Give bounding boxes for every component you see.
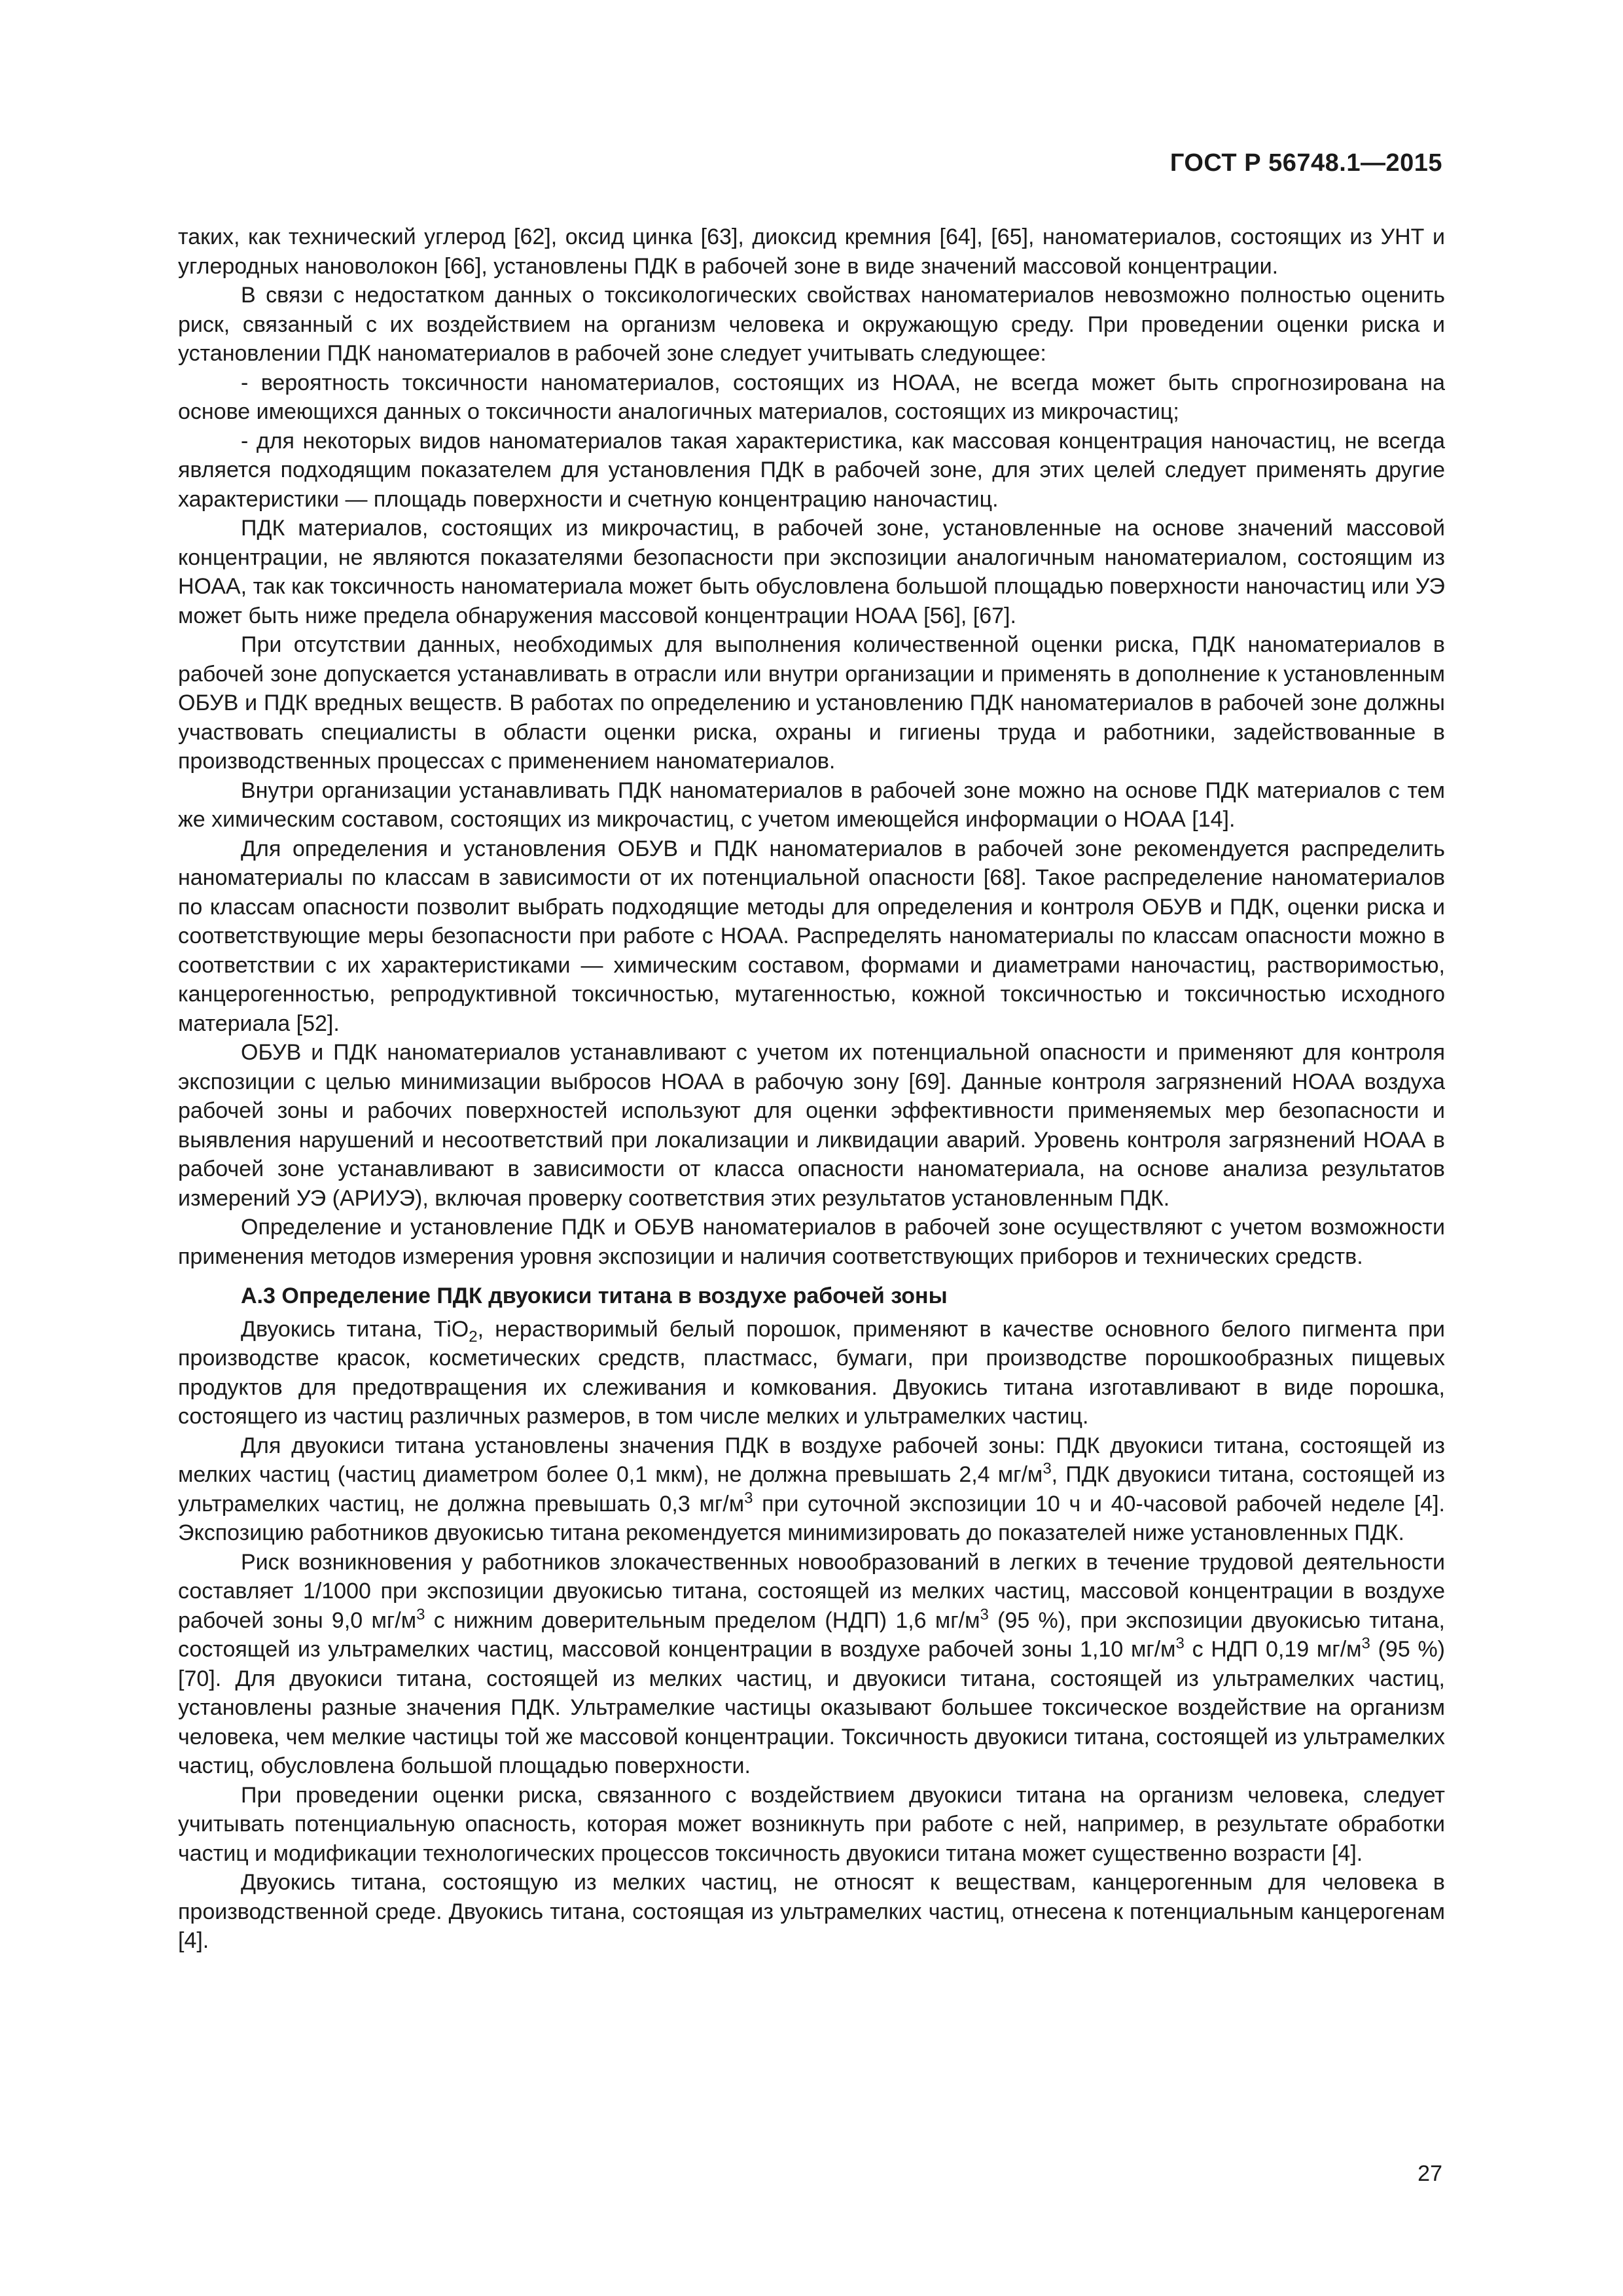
superscript: 3 bbox=[980, 1605, 989, 1624]
document-id-header: ГОСТ Р 56748.1—2015 bbox=[1169, 149, 1442, 177]
text-run: с нижним доверительным пределом (НДП) 1,6 мг/м bbox=[425, 1607, 980, 1633]
list-item-mass-concentration: - для некоторых видов наноматериалов такая характеристика, как массовая концентрация наночастиц, не всегда является подходящим показателем для установления ПДК в рабочей зоне, для этих целей следует применять другие характеристики — площадь поверхности и счетную концентрацию наночастиц. bbox=[178, 428, 1445, 512]
text-run: при суточной экспозиции 10 ч и 40-часовой рабочей неделе [4]. Экспозицию работников двуокисью титана рекомендуется минимизировать до показателей ниже установленных ПДК. bbox=[178, 1491, 1445, 1545]
list-item-probability: - вероятность токсичности наноматериалов, состоящих из НОАА, не всегда может быть спрогнозирована на основе имеющихся данных о токсичности аналогичных материалов, состоящих из микрочастиц; bbox=[178, 370, 1445, 424]
paragraph-9: ОБУВ и ПДК наноматериалов устанавливают с учетом их потенциальной опасности и применяют для контроля экспозиции с целью минимизации выбросов НОАА в рабочую зону [69]. Данные контроля загрязнений НОАА воздуха рабочей зоны и рабочих поверхностей используют для оценки эффективности применяемых мер безопасности и выявления нарушений и несоответствий при локализации и ликвидации аварий. Уровень контроля загрязнений НОАА в рабочей зоне устанавливают в зависимости от класса опасности наноматериала, на основе анализа результатов измерений УЭ (АРИУЭ), включая проверку соответствия этих результатов установленным ПДК. bbox=[178, 1040, 1445, 1211]
superscript: 3 bbox=[1175, 1634, 1185, 1653]
superscript: 3 bbox=[416, 1605, 425, 1624]
text-run: (95 %) [70]. Для двуокиси титана, состоящей из мелких частиц, и двуокиси титана, состоящей из ультрамелких частиц, установлены разные значения ПДК. Ультрамелкие частицы оказывают большее токсическое воздействие на организм человека, чем мелкие частицы той же массовой концентрации. Токсичность двуокиси титана, состоящей из ультрамелких частиц, обусловлена большой площадью поверхности. bbox=[178, 1637, 1445, 1778]
paragraph-5: ПДК материалов, состоящих из микрочастиц, в рабочей зоне, установленные на основе значений массовой концентрации, не являются показателями безопасности при экспозиции аналогичным наноматериалом, состоящим из НОАА, так как токсичность наноматериала может быть обусловлена большой площадью поверхности наночастиц или УЭ может быть ниже предела обнаружения массовой концентрации НОАА [56], [67]. bbox=[178, 516, 1445, 628]
section-paragraph-5: Двуокись титана, состоящую из мелких частиц, не относят к веществам, канцерогенным для человека в производственной среде. Двуокись титана, состоящая из ультрамелких частиц, отнесена к потенциальным канцерогенам [4]. bbox=[178, 1870, 1445, 1953]
subscript: 2 bbox=[469, 1327, 478, 1346]
paragraph-10: Определение и установление ПДК и ОБУВ наноматериалов в рабочей зоне осуществляют с учетом возможности применения методов измерения уровня экспозиции и наличия соответствующих приборов и технических средств. bbox=[178, 1215, 1445, 1269]
text-run: , ПДК двуокиси титана, состоящей из ультрамелких частиц, не должна превышать 0,3 мг/м bbox=[178, 1462, 1445, 1516]
text-run: Риск возникновения у работников злокачественных новообразований в легких в течение трудовой деятельности составляет 1/1000 при экспозиции двуокисью титана, состоящей из мелких частиц, массовой концентрации в воздухе рабочей зоны 9,0 мг/м bbox=[178, 1549, 1445, 1633]
section-title bbox=[178, 1282, 1445, 1311]
paragraph-8: Для определения и установления ОБУВ и ПДК наноматериалов в рабочей зоне рекомендуется распределить наноматериалы по классам в зависимости от их потенциальной опасности [68]. Такое распределение наноматериалов по классам опасности позволит выбрать подходящие методы для определения и контроля ОБУВ и ПДК, оценки риска и соответствующие меры безопасности при работе с НОАА. Распределять наноматериалы по классам опасности можно в соответствии с их характеристиками — химическим составом, формами и диаметрами наночастиц, растворимостью, канцерогенностью, репродуктивной токсичностью, мутагенностью, кожной токсичностью и токсичностью исходного материала [52]. bbox=[178, 836, 1445, 1036]
page-number: 27 bbox=[1418, 2161, 1442, 2186]
paragraph-7: Внутри организации устанавливать ПДК наноматериалов в рабочей зоне можно на основе ПДК материалов с тем же химическим составом, состоящих из микрочастиц, с учетом имеющейся информации о НОАА [14]. bbox=[178, 778, 1445, 832]
section-paragraph-4: При проведении оценки риска, связанного с воздействием двуокиси титана на организм человека, следует учитывать потенциальную опасность, которая может возникнуть при работе с ней, например, в результате обработки частиц и модификации технологических процессов токсичность двуокиси титана может существенно возрасти [4]. bbox=[178, 1782, 1445, 1866]
paragraph-6: При отсутствии данных, необходимых для выполнения количественной оценки риска, ПДК наноматериалов в рабочей зоне допускается устанавливать в отрасли или внутри организации и применять в дополнение к установленным ОБУВ и ПДК вредных веществ. В работах по определению и установлению ПДК наноматериалов в рабочей зоне должны участвовать специалисты в области оценки риска, охраны и гигиены труда и работники, задействованные в производственных процессах с применением наноматериалов. bbox=[178, 632, 1445, 774]
superscript: 3 bbox=[744, 1489, 753, 1507]
section-title-text: А.3 Определение ПДК двуокиси титана в воздухе рабочей зоны bbox=[241, 1283, 948, 1308]
text-run: Для двуокиси титана установлены значения ПДК в воздухе рабочей зоны: ПДК двуокиси титана, состоящей из мелких частиц (частиц диаметром более 0,1 мкм), не должна превышать 2,4 мг/м bbox=[178, 1433, 1445, 1487]
text-run: , нерастворимый белый порошок, применяют в качестве основного белого пигмента при производстве красок, косметических средств, пластмасс, бумаги, при производстве порошкообразных пищевых продуктов для предотвращения их слеживания и комкования. Двуокись титана изготавливают в виде порошка, состоящего из частиц различных размеров, в том числе мелких и ультрамелких частиц. bbox=[178, 1316, 1445, 1429]
superscript: 3 bbox=[1361, 1634, 1370, 1653]
paragraph-1: таких, как технический углерод [62], оксид цинка [63], диоксид кремния [64], [65], наноматериалов, состоящих из УНТ и углеродных нановолокон [66], установлены ПДК в рабочей зоне в виде значений массовой концентрации. bbox=[178, 224, 1445, 279]
text-run: с НДП 0,19 мг/м bbox=[1184, 1637, 1362, 1662]
body-text bbox=[178, 223, 1445, 1956]
text-run: (95 %), при экспозиции двуокисью титана, состоящей из ультрамелких частиц, массовой концентрации в воздухе рабочей зоны 1,10 мг/м bbox=[178, 1607, 1446, 1662]
section-paragraph-2 bbox=[178, 1431, 1445, 1548]
superscript: 3 bbox=[1043, 1460, 1052, 1478]
section-paragraph-3 bbox=[178, 1548, 1445, 1781]
paragraph-2: В связи с недостатком данных о токсикологических свойствах наноматериалов невозможно полностью оценить риск, связанный с их воздействием на организм человека и окружающую среду. При проведении оценки риска и установлении ПДК наноматериалов в рабочей зоне следует учитывать следующее: bbox=[178, 283, 1445, 366]
text-run: Двуокись титана, TiO bbox=[241, 1316, 469, 1342]
section-paragraph-1 bbox=[178, 1315, 1445, 1431]
